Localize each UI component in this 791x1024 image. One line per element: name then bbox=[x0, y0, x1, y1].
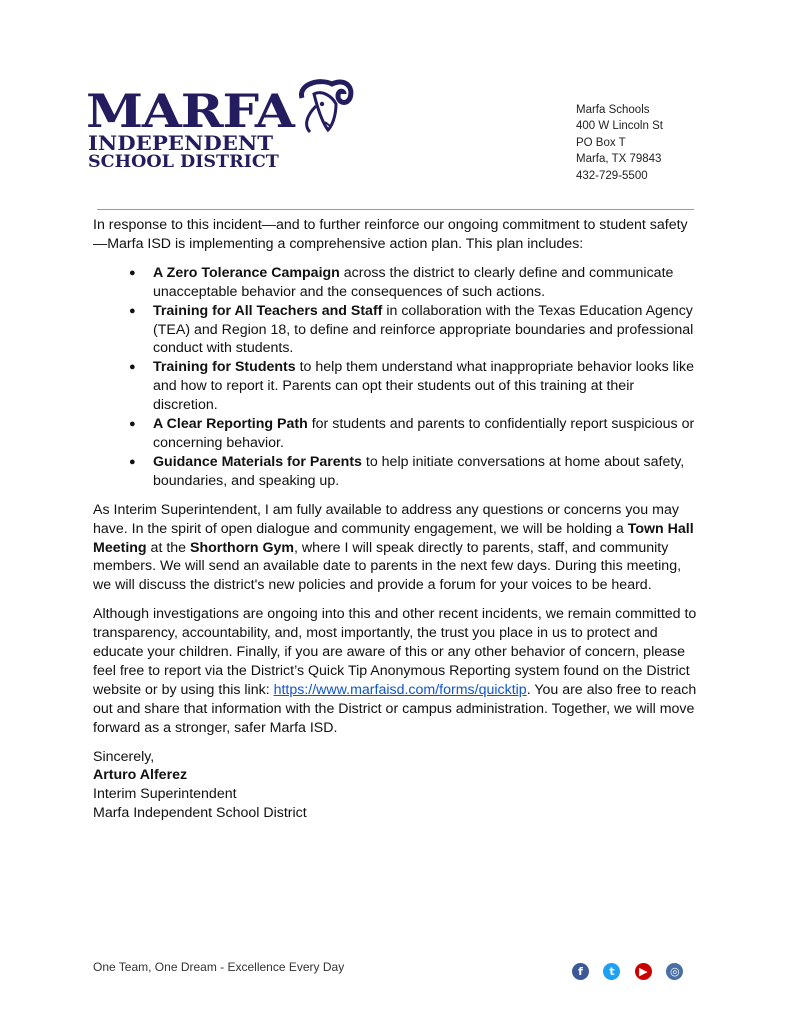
list-item-text: for students and parents to confidentially report suspicious or concerning behavior. bbox=[153, 416, 695, 451]
address-line: Marfa Schools bbox=[576, 104, 650, 116]
paragraph-text: at the bbox=[146, 539, 190, 556]
youtube-icon[interactable]: ▶ bbox=[635, 963, 652, 980]
district-logo bbox=[86, 76, 354, 176]
list-item bbox=[153, 264, 699, 302]
paragraph-text: Although investigations are ongoing into this and other recent incidents, we remain committed to transparency, accountability, and, most importantly, the trust you place in us to protect and educate your children. Finally, if you are aware of this or any other behavior of concern, please feel free to report via the District’s Quick Tip Anonymous Reporting system found on the District website or by using this link: bbox=[93, 606, 697, 698]
action-plan-list bbox=[93, 264, 699, 491]
signer-title: Interim Superintendent bbox=[93, 786, 237, 803]
ram-mascot-icon bbox=[292, 76, 354, 134]
facebook-icon[interactable]: f bbox=[572, 963, 589, 980]
list-item bbox=[153, 453, 699, 491]
social-links bbox=[572, 962, 693, 980]
list-item-title: Training for All Teachers and Staff bbox=[153, 302, 383, 319]
signer-org: Marfa Independent School District bbox=[93, 805, 307, 822]
list-item-text: to help them understand what inappropriate behavior looks like and how to report it. Parents can opt their students out of this training at their discretion. bbox=[153, 359, 694, 414]
list-item-title: A Zero Tolerance Campaign bbox=[153, 264, 340, 281]
paragraph-text: . You are also free to reach out and share that information with the District or campus administration. Together, we will move forward as a stronger, safer Marfa ISD. bbox=[93, 681, 697, 736]
town-hall-paragraph bbox=[93, 501, 699, 596]
list-item-text: to help initiate conversations at home about safety, boundaries, and speaking up. bbox=[153, 453, 685, 489]
logo-line-marfa: MARFA bbox=[86, 84, 294, 138]
logo-line-school-district: SCHOOL DISTRICT bbox=[88, 152, 279, 172]
list-item bbox=[153, 302, 699, 359]
list-item-text: in collaboration with the Texas Education Agency (TEA) and Region 18, to define and reinforce appropriate boundaries and professional conduct with students. bbox=[153, 302, 694, 357]
header-divider bbox=[97, 209, 694, 210]
signer-name-text: Arturo Alferez bbox=[93, 767, 188, 784]
signer-name bbox=[93, 766, 699, 785]
twitter-icon[interactable]: t bbox=[603, 963, 620, 980]
instagram-icon[interactable]: ◎ bbox=[666, 963, 683, 980]
paragraph-text: As Interim Superintendent, I am fully available to address any questions or concerns you may have. In the spirit of open dialogue and community engagement, we will be holding a bbox=[93, 501, 679, 537]
district-address bbox=[576, 102, 663, 184]
signature-block bbox=[93, 748, 699, 824]
town-hall-label: Town Hall Meeting bbox=[93, 520, 694, 556]
list-item-title: Guidance Materials for Parents bbox=[153, 453, 362, 470]
gym-label: Shorthorn Gym bbox=[190, 539, 295, 556]
footer-motto: One Team, One Dream - Excellence Every Day bbox=[93, 960, 345, 974]
paragraph-text: , where I will speak directly to parents, staff, and community members. We will send an available date to parents in the next few days. During this meeting, we will discuss the district's new policies and provide a forum for your voices to be heard. bbox=[93, 539, 682, 594]
list-item bbox=[153, 415, 699, 453]
address-phone: 432-729-5500 bbox=[576, 169, 648, 182]
closing: Sincerely, bbox=[93, 748, 155, 765]
list-item-text: across the district to clearly define and communicate unacceptable behavior and the consequences of such actions. bbox=[153, 264, 674, 300]
list-item bbox=[153, 358, 699, 415]
address-line: PO Box T bbox=[576, 136, 626, 149]
address-line: Marfa, TX 79843 bbox=[576, 153, 662, 166]
list-item-title: Training for Students bbox=[153, 359, 296, 376]
quicktip-link[interactable]: https://www.marfaisd.com/forms/quicktip bbox=[273, 681, 527, 698]
address-line: 400 W Lincoln St bbox=[576, 120, 663, 133]
letter-body bbox=[93, 216, 699, 823]
intro-paragraph: In response to this incident—and to further reinforce our ongoing commitment to student safety—Marfa ISD is implementing a comprehensive action plan. This plan includes: bbox=[93, 217, 688, 252]
logo-line-independent: INDEPENDENT bbox=[88, 131, 274, 155]
list-item-title: A Clear Reporting Path bbox=[153, 416, 308, 433]
investigation-paragraph bbox=[93, 605, 699, 737]
